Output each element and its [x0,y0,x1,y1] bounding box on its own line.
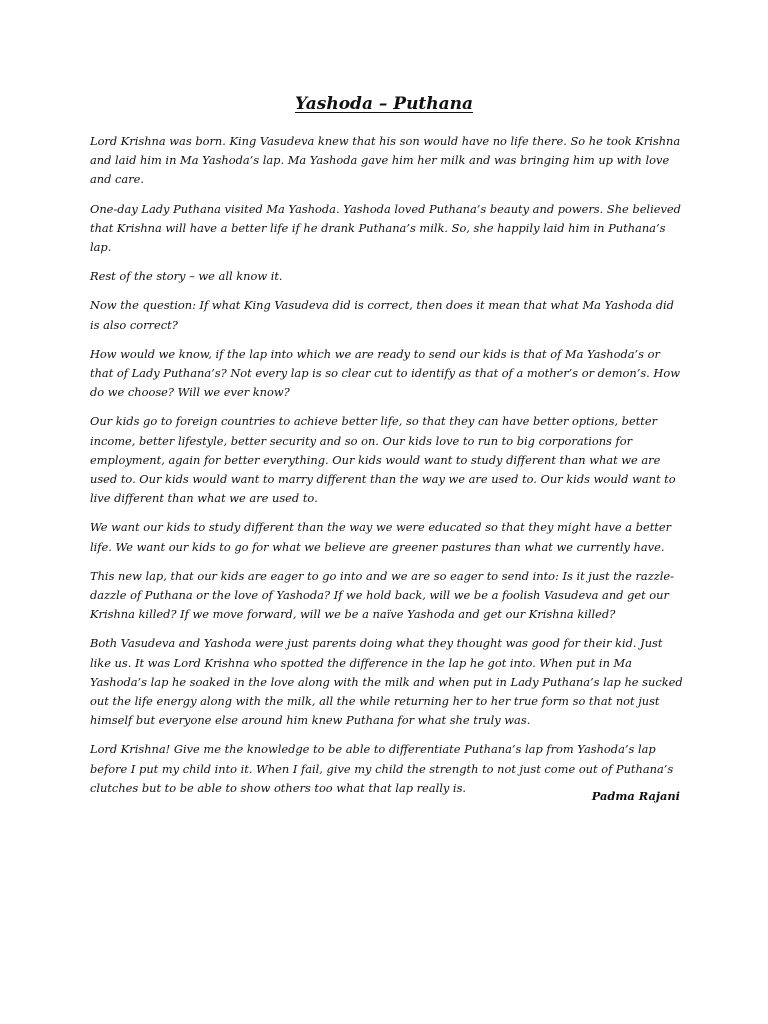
paragraph-5: How would we know, if the lap into which we are ready to send our kids is that of Ma Yashoda’s or that of Lady Puthana’s? Not every lap is so clear cut to identify as that of a mother’s or demon’s. How do we choose? Will we ever know? [90,346,680,400]
paragraph-10: Lord Krishna! Give me the knowledge to be able to differentiate Puthana’s lap from Yashoda’s lap before I put my child into it. When I fail, give my child the strength to not just come out of Puthana’s clutches but to be able to show others too what that lap really is. [90,742,674,795]
paragraph-9: Both Vasudeva and Yashoda were just parents doing what they thought was good for their kid. Just like us. It was Lord Krishna who spotted the difference in the lap he got into. When put in Ma Yashoda’s lap he soaked in the love along with the milk and when put in Lady Puthana’s lap he sucked out the life energy along with the milk, all the while returning her to her true form so that not just himself but everyone else around him knew Puthana for what she truly was. [90,636,683,728]
paragraph-4: Now the question: If what King Vasudeva did is correct, then does it mean that what Ma Yashoda did is also correct? [90,298,674,332]
author-signature: Padma Rajani [591,789,680,803]
paragraph-7: We want our kids to study different than the way we were educated so that they might have a better life. We want our kids to go for what we believe are greener pastures than what we currently have. [90,520,672,554]
paragraph-2: One-day Lady Puthana visited Ma Yashoda. Yashoda loved Puthana’s beauty and powers. She believed that Krishna will have a better life if he drank Puthana’s milk. So, she happily laid him in Puthana’s lap. [90,201,681,255]
document-title: Yashoda – Puthana [294,94,474,114]
paragraph-1: Lord Krishna was born. King Vasudeva knew that his son would have no life there. So he took Krishna and laid him in Ma Yashoda’s lap. Ma Yashoda gave him her milk and was bringing him up with love and care. [90,134,681,187]
document-body [90,132,686,808]
paragraph-3: Rest of the story – we all know it. [90,269,283,284]
paragraph-6: Our kids go to foreign countries to achieve better life, so that they can have better options, better income, better lifestyle, better security and so on. Our kids love to run to big corporations for employment, again for better everything. Our kids would want to study different than what we are used to. Our kids would want to marry different than the way we are used to. Our kids would want to live different than what we are used to. [90,414,676,506]
paragraph-8: This new lap, that our kids are eager to go into and we are so eager to send into: Is it just the razzle-dazzle of Puthana or the love of Yashoda? If we hold back, will we be a foolish Vasudeva and get our Krishna killed? If we move forward, will we be a naïve Yashoda and get our Krishna killed? [90,568,674,622]
